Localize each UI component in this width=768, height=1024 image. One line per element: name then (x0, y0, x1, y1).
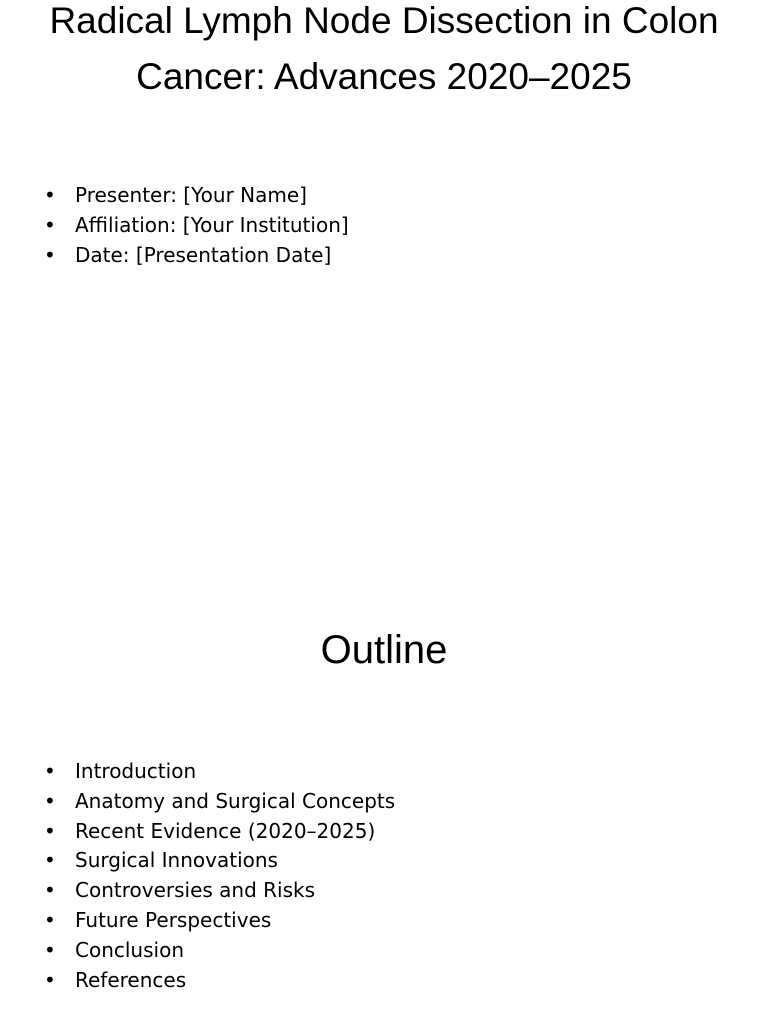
slide-title: Outline (320, 628, 448, 672)
bullet-icon: • (44, 183, 56, 207)
bullet-icon: • (44, 967, 56, 992)
bullet-text: Future Perspectives (75, 907, 272, 932)
bullet-icon: • (44, 907, 56, 932)
bullet-text: Introduction (75, 759, 197, 783)
bullet-text: Conclusion (75, 937, 184, 962)
bullet-text: References (75, 967, 187, 992)
list-item (44, 906, 744, 936)
bullet-icon: • (44, 937, 56, 962)
bullet-text: Surgical Innovations (75, 848, 278, 873)
bullet-text: Affiliation: [Your Institution] (75, 212, 349, 237)
bullet-icon: • (44, 759, 56, 783)
bullet-text: Anatomy and Surgical Concepts (75, 788, 396, 813)
bullet-list (44, 181, 744, 270)
bullet-icon: • (44, 788, 56, 813)
slide-outline (0, 576, 768, 1024)
bullet-icon: • (44, 212, 56, 237)
bullet-text: Controversies and Risks (75, 878, 316, 903)
bullet-text: Date: [Presentation Date] (75, 242, 332, 267)
slide-title: Radical Lymph Node Dissection in Colon Cancer: Advances 2020–2025 (49, 0, 719, 97)
bullet-text: Presenter: [Your Name] (75, 183, 307, 207)
bullet-icon: • (44, 242, 56, 267)
list-item (44, 241, 744, 271)
list-item (44, 846, 744, 876)
list-item (44, 966, 744, 996)
list-item (44, 181, 744, 211)
list-item (44, 757, 744, 787)
list-item (44, 787, 744, 817)
bullet-icon: • (44, 848, 56, 873)
list-item (44, 936, 744, 966)
bullet-icon: • (44, 818, 56, 843)
bullet-icon: • (44, 878, 56, 903)
list-item (44, 876, 744, 906)
list-item (44, 211, 744, 241)
bullet-list (44, 757, 744, 995)
list-item (44, 817, 744, 847)
bullet-text: Recent Evidence (2020–2025) (75, 818, 376, 843)
